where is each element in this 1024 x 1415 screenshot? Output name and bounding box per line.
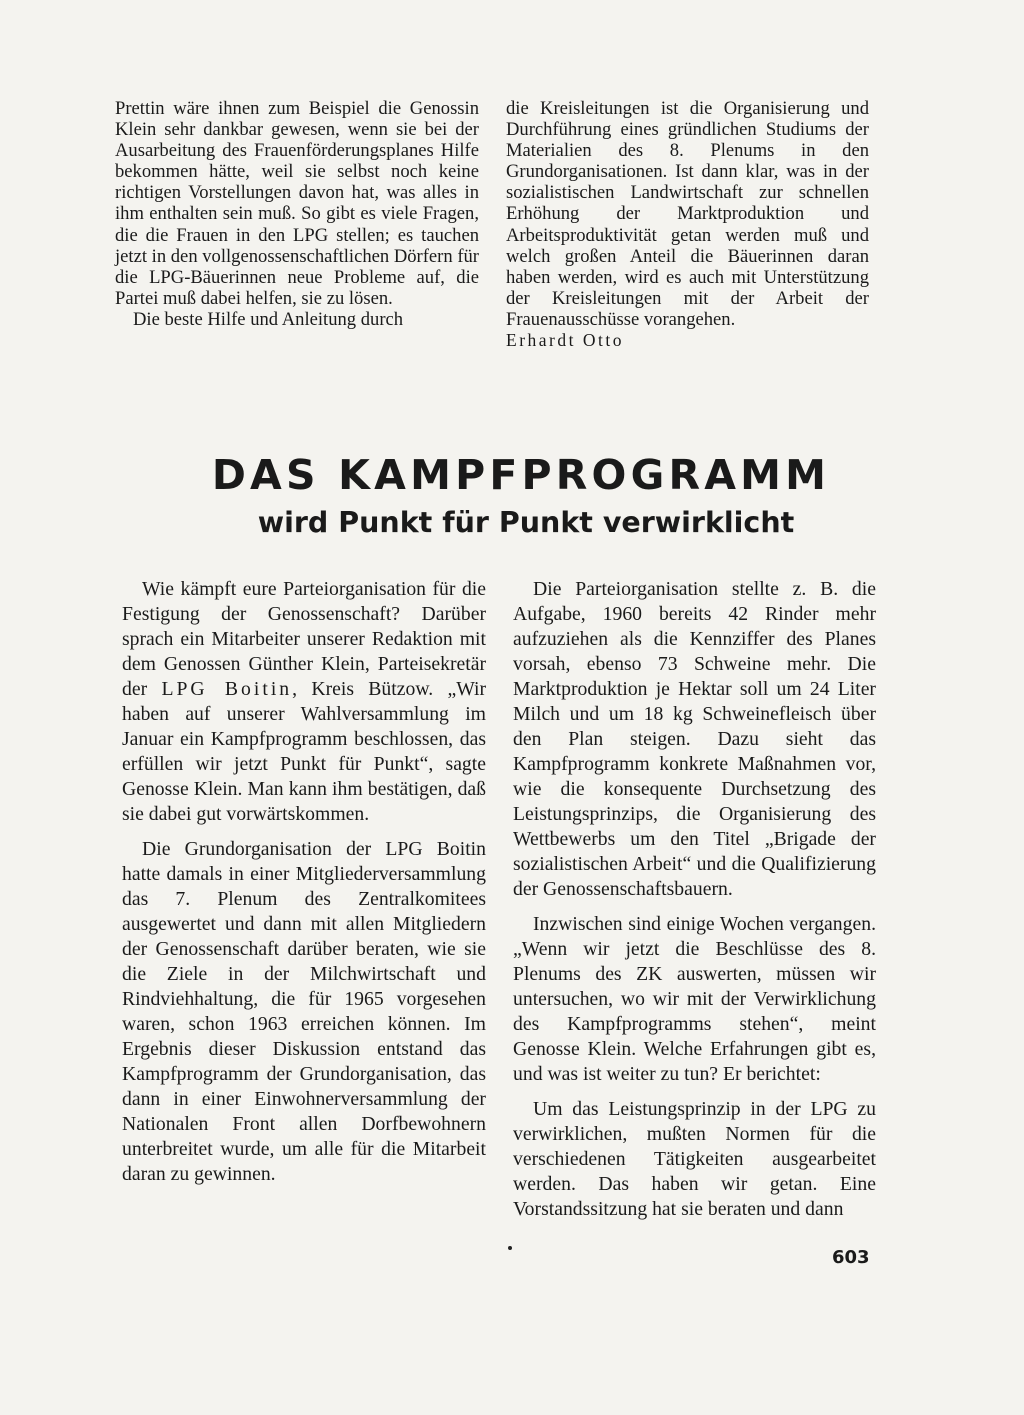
author-byline: Erhardt Otto: [506, 330, 624, 351]
top-left-paragraph-1: Prettin wäre ihnen zum Beispiel die Genossin Klein sehr dankbar gewesen, wenn sie bei der Ausarbeitung des Frauenförderungsplanes Hilfe bekommen hätte, weil sie selbst noch keine richtigen Vorstellungen davon hat, was alles in ihm enthalten sein muß. So gibt es viele Fragen, die die Frauen in den LPG stellen; es tauchen jetzt in den vollgenossenschaftlichen Dörfern für die LPG-Bäuerinnen neue Probleme auf, die Partei muß dabei helfen, sie zu lösen.: [115, 98, 480, 309]
article-paragraph: Um das Leistungsprinzip in der LPG zu verwirklichen, mußten Normen für die verschiedenen Tätigkeiten ausgearbeitet werden. Das haben wir getan. Eine Vorstandssitzung hat sie beraten und dann: [513, 1098, 876, 1220]
top-left-column: [115, 98, 479, 330]
headline-main: DAS KAMPFPROGRAMM: [211, 451, 831, 499]
article-right-column: [513, 577, 876, 1232]
top-right-paragraph: die Kreisleitungen ist die Organisierung und Durchführung eines gründlichen Studiums der Materialien des 8. Plenums in den Grundorganisationen. Ist dann klar, was in der sozialistischen Landwirtschaft zur schnellen Erhöhung der Marktproduktion und Arbeitsproduktivität getan werden muß und welch großen Anteil die Bäuerinnen daran haben werden, wird es auch mit Unterstützung der Kreisleitungen mit der Arbeit der Frauenausschüsse vorangehen.: [506, 98, 869, 330]
article-paragraph: [122, 577, 486, 827]
top-left-paragraph-2: Die beste Hilfe und Anleitung durch: [133, 308, 404, 330]
article-paragraph: Inzwischen sind einige Wochen vergangen. „Wenn wir jetzt die Beschlüsse des 8. Plenums des ZK auswerten, müssen wir untersuchen, wo wir mit der Verwirklichung des Kampfprogramms stehen“, meint Genosse Klein. Welche Erfahrungen gibt es, und was ist weiter zu tun? Er berichtet:: [513, 913, 876, 1085]
article-paragraph: Die Grundorganisation der LPG Boitin hatte damals in einer Mitgliederversammlung das 7. Plenum des Zentralkomitees ausgewertet und dann mit allen Mitgliedern der Genossenschaft darüber beraten, wie sie die Ziele in der Milchwirtschaft und Rindviehhaltung, die für 1965 vorgesehen waren, schon 1963 erreichen können. Im Ergebnis dieser Diskussion entstand das Kampfprogramm der Grundorganisation, das dann in einer Einwohnerversammlung der Nationalen Front allen Dorfbewohnern unterbreitet wurde, um alle für die Mitarbeit daran zu gewinnen.: [122, 838, 486, 1185]
article-headline: [0, 452, 1024, 542]
print-speck: [508, 1246, 512, 1250]
organization-name: LPG Boitin: [161, 678, 293, 700]
page-number: 603: [832, 1247, 870, 1268]
article-paragraph: Die Parteiorganisation stellte z. B. die Aufgabe, 1960 bereits 42 Rinder mehr aufzuziehen als die Kennziffer des Planes vorsah, ebenso 73 Schweine mehr. Die Marktproduktion je Hektar soll um 24 Liter Milch und um 18 kg Schweinefleisch über den Plan steigen. Dazu sieht das Kampfprogramm konkrete Maßnahmen vor, wie die konsequente Durchsetzung des Leistungsprinzips, die Organisierung des Wettbewerbs um den Titel „Brigade der sozialistischen Arbeit“ und die Qualifizierung der Genossenschaftsbauern.: [513, 578, 876, 900]
headline-subtitle: wird Punkt für Punkt verwirklicht: [257, 506, 795, 539]
text-run: , Kreis Bützow. „Wir haben auf unserer Wahlversammlung im Januar ein Kampfprogramm beschlossen, das erfüllen wir jetzt Punkt für Punkt“, sagte Genosse Klein. Man kann ihm bestätigen, daß sie dabei gut vorwärtskommen.: [122, 678, 487, 825]
article-left-column: [122, 577, 486, 1197]
text-run: Wie kämpft eure Parteiorganisation für die Festigung der Genossenschaft? Darüber sprach ein Mitarbeiter unserer Redaktion mit dem Genossen Günther Klein, Parteisekretär der: [122, 578, 486, 700]
top-right-column: [506, 98, 869, 351]
